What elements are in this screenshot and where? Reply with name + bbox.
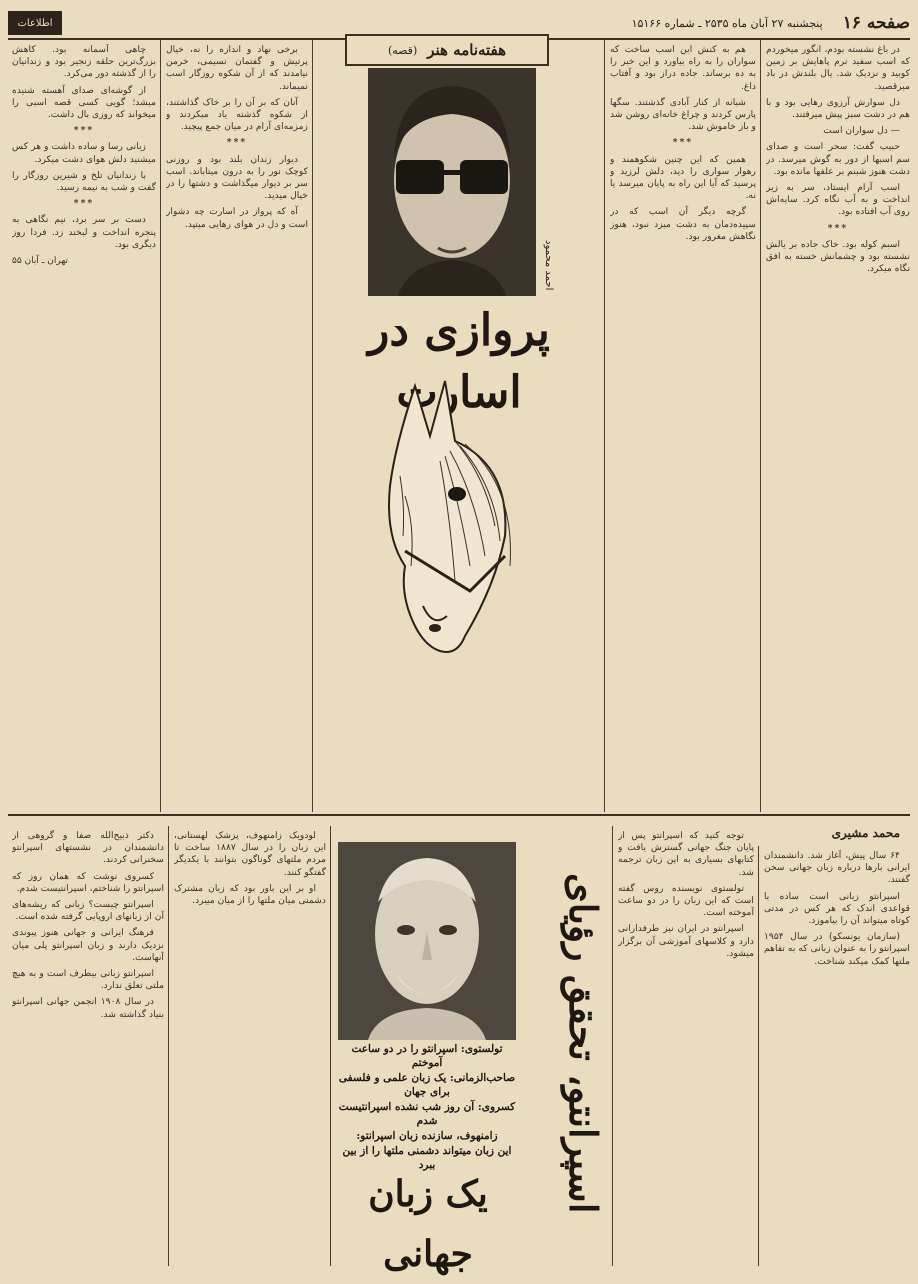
feature-column-3: لودویک زامنهوف، پزشک لهستانی، این زبان را در سال ۱۸۸۷ ساخت تا مردم ملتهای گوناگون بتوانند با یکدیگر گفتگو کنند. او بر این باور بود که زبان مشترک دشمنی میان ملتها را از میان میبرد. [174, 830, 326, 907]
newspaper-logo: اطلاعات [8, 11, 62, 35]
deck-zamenhof-quote: این زبان میتواند دشمنی ملتها را از بین ببرد [342, 1145, 512, 1171]
feature-title-line1: اسپرانتو، تحقق رؤیای [561, 872, 606, 1214]
deck-sahebzamani: صاحب‌الزمانی: یک زبان علمی و فلسفی برای جهان [338, 1072, 516, 1098]
section-title-box [345, 34, 549, 66]
column-divider [760, 40, 761, 812]
column-divider [330, 826, 331, 1266]
column-divider [612, 826, 613, 1266]
section-title: هفته‌نامه هنر [427, 41, 507, 59]
feature-author: محمد مشیری [831, 826, 900, 840]
story-column-4: چاهی آسمانه بود. کاهش بزرگ‌ترین حلقه زنجیر بود و زندانیان را از گذشته دور می‌کرد. از گوشه‌ای صدای آهسته شنیده میشد؛ گویی کسی قصه اسبی را میخواند که روزی بال داشت. *** زبانی رسا و ساده داشت و هر کس میشنید دلش هوای دشت میکرد. با زندانیان تلخ و شیرین روزگار را گفت و شب به نیمه رسید. *** دست بر سر برد، نیم نگاهی به پنجره انداخت و لبخند زد. فردا روز دیگری بود. تهران ـ آبان ۵۵ [12, 44, 156, 267]
deck-kasravi: کسروی: آن روز شب نشده اسپرانتیست شدم [338, 1101, 516, 1127]
column-divider [758, 846, 759, 1266]
date-line: پنجشنبه ۲۷ آبان ماه ۲۵۳۵ ـ شماره ۱۵۱۶۶ [631, 16, 823, 30]
section-divider [8, 814, 910, 816]
author-portrait-photo [368, 68, 536, 296]
story-column-3: برخی نهاد و اندازه را نه، خیال پرتیش و گفتمان نسیمی، خرمن نیامدند که از آن شکوه روزگار اسب نمیماند. آنان که بر آن را بر خاک گذاشتند، از شکوه گذشته یاد میکردند و زمزمه‌ای آرام در میان جمع پیچید. *** دیوار زندان بلند بود و روزنی کوچک نور را به درون میتاباند. اسب سر بر دیوار میگذاشت و دشتها را در خیال میدید. آه که پرواز در اسارت چه دشوار است و دل در هوای رهایی میتپد. [166, 44, 308, 230]
feature-title-vertical [520, 838, 604, 1248]
story-signoff: تهران ـ آبان ۵۵ [12, 256, 68, 267]
column-divider [160, 40, 161, 812]
deck-zamenhof: زامنهوف، سازنده زبان اسپرانتو: [356, 1130, 498, 1142]
column-divider [604, 40, 605, 812]
feature-decks [336, 1042, 518, 1171]
feature-column-4: دکتر ذبیح‌الله صفا و گروهی از دانشمندان در نشستهای اسپرانتو سخنرانی کردند. کسروی نوشت که همان روز که اسپرانتو را شناختم، اسپرانتیست شدم. اسپرانتو چیست؟ زبانی که ریشه‌های آن از زبانهای اروپایی گرفته شده است. فرهنگ ایرانی و جهانی هنوز پیوندی نزدیک دارند و زبان اسپرانتو پلی میان آنهاست. اسپرانتو زبانی بیطرف است و به هیچ ملتی تعلق ندارد. در سال ۱۹۰۸ انجمن جهانی اسپرانتو بنیاد گذاشته شد. [12, 830, 164, 1020]
story-column-1: در باغ نشسته بودم، انگور میخوردم که اسب سفید نرم پاهایش بر زمین کوبید و نزدیک شد. یال بلندش در باد میرقصید. دل سوارش آرزوی رهایی بود و با هم در دشت سبز پیش میرفتند. — دل سواران است حبیب گفت: سحر است و صدای سم اسبها از دور به گوش میرسد. در دشت هنوز شبنم بر علفها مانده بود. اسب آرام ایستاد، سر به زیر انداخت و به آب نگاه کرد. سایه‌اش روی آب افتاده بود. *** اسبم کوله بود. خاک جاده بر یالش نشسته بود و چشمانش خسته به افق نگاه میکرد. [766, 44, 910, 275]
story-byline: احمد محمود [543, 239, 554, 290]
feature-column-1: ۶۴ سال پیش، آغاز شد. دانشمندان ایرانی بارها درباره زبان جهانی سخن گفتند. اسپرانتو زبانی است ساده با قواعدی اندک که هر کس در مدتی کوتاه میتواند آن را بیاموزد. (سازمان یونسکو) در سال ۱۹۵۴ اسپرانتو را به عنوان زبانی که به تفاهم ملتها کمک میکند شناخت. [764, 850, 910, 967]
story-title: پروازی در اسارت [368, 305, 550, 418]
feature-title-line2: یک زبان جهانی [368, 1173, 488, 1275]
column-divider [312, 40, 313, 812]
zamenhof-bust-photo [338, 842, 516, 1040]
page-number: صفحه ۱۶ [842, 13, 910, 33]
deck-tolstoy: تولستوی: اسپرانتو را در دو ساعت آموختم [351, 1043, 503, 1069]
story-column-2: هم به کنش این اسب ساخت که سواران را به راه بیاورد و این خبر را به ده برساند. جاده دراز بود و آفتاب داغ. شبانه از کنار آبادی گذشتند. سگها پارس کردند و چراغ خانه‌ای روشن شد و باز خاموش شد. *** همین که این چنین شکوهمند و رهوار سواری را دید، دلش لرزید و پرسید که آیا این راه به پایان میرسد یا نه. گرچه دیگر آن اسب که در سپیده‌دمان به دشت میزد نبود، هنوز نگاهش مغرور بود. [610, 44, 756, 242]
section-subtitle: (قصه) [387, 43, 418, 57]
column-divider [168, 826, 169, 1266]
feature-column-2: توجه کنید که اسپرانتو پس از پایان جنگ جهانی گسترش یافت و کتابهای بسیاری به این زبان ترجمه شد. تولستوی نویسنده روس گفته است که این زبان را در دو ساعت آموخته است. اسپرانتو در ایران نیز طرفدارانی دارد و کلاسهای آموزشی آن برگزار میشود. [618, 830, 754, 959]
horse-illustration [345, 366, 565, 666]
